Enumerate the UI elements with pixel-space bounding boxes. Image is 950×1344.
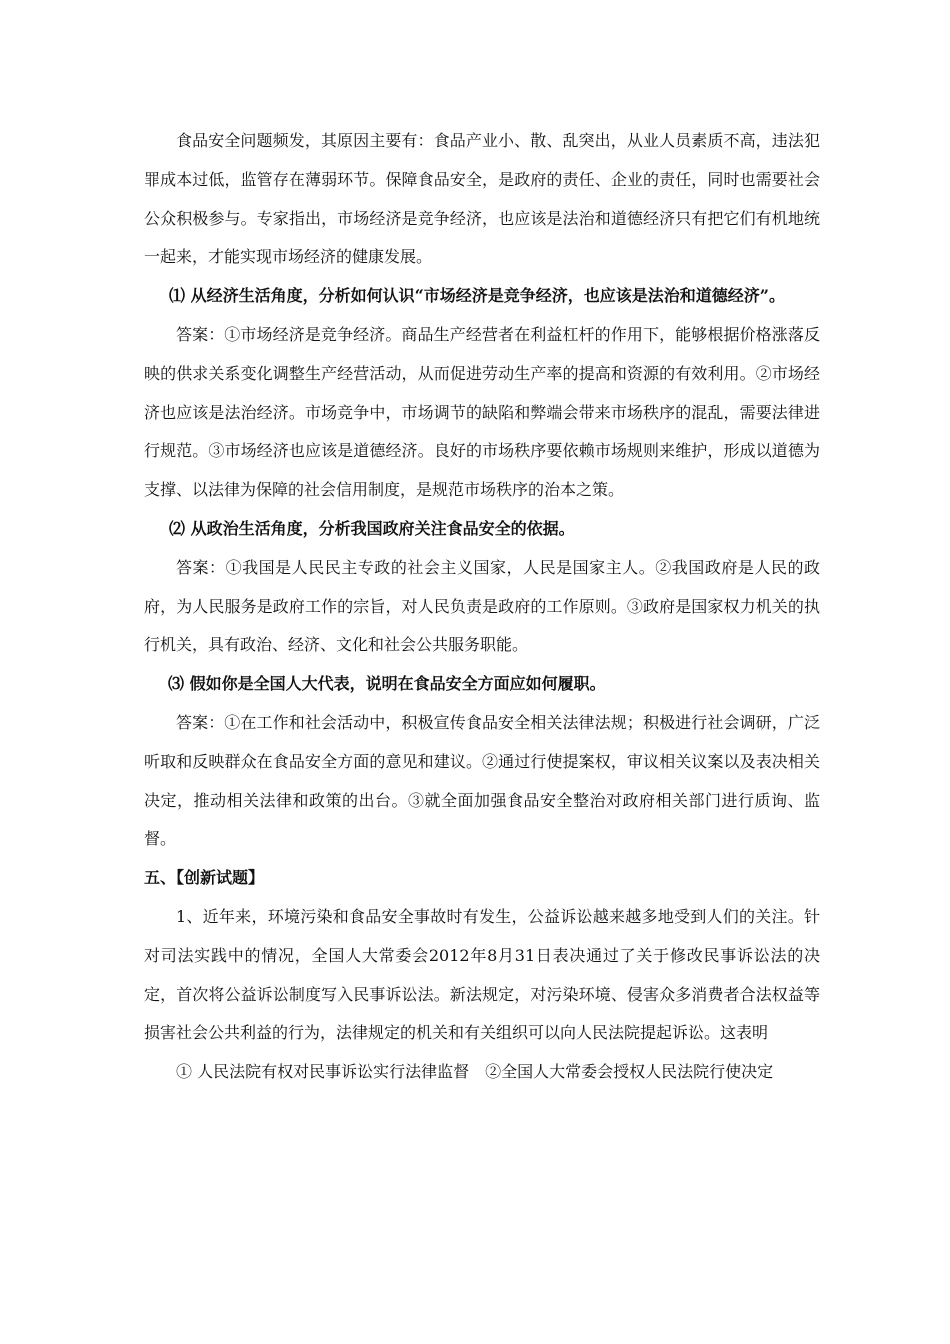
question-3-prompt: ⑶ 假如你是全国人大代表，说明在食品安全方面应如何履职。 <box>168 674 606 694</box>
intro-paragraph: 食品安全问题频发，其原因主要有：食品产业小、散、乱突出，从业人员素质不高，违法犯罪成本过低，监管存在薄弱环节。保障食品安全，是政府的责任、企业的责任，同时也需要社会公众积极参与。专家指出，市场经济是竞争经济，也应该是法治和道德经济只有把它们有机地统一起来，才能实现市场经济的健康发展。 <box>144 131 820 267</box>
question-1-prompt: ⑴ 从经济生活角度，分析如何认识“市场经济是竞争经济，也应该是法治和道德经济”。 <box>169 286 785 306</box>
document-page <box>144 122 820 1092</box>
item-1-options: ① 人民法院有权对民事诉讼实行法律监督 ②全国人大常委会授权人民法院行使决定 <box>176 1062 774 1082</box>
section-title: 五、【创新试题】 <box>144 868 265 888</box>
question-2-prompt: ⑵ 从政治生活角度，分析我国政府关注食品安全的依据。 <box>169 518 575 538</box>
question-2-answer: 答案：①我国是人民民主专政的社会主义国家，人民是国家主人。②我国政府是人民的政府，为人民服务是政府工作的宗旨，对人民负责是政府的工作原则。③政府是国家权力机关的执行机关，具有政治、经济、文化和社会公共服务职能。 <box>144 557 820 655</box>
question-1-answer: 答案：①市场经济是竞争经济。商品生产经营者在利益杠杆的作用下，能够根据价格涨落反映的供求关系变化调整生产经营活动，从而促进劳动生产率的提高和资源的有效利用。②市场经济也应该是法治经济。市场竞争中，市场调节的缺陷和弊端会带来市场秩序的混乱，需要法律进行规范。③市场经济也应该是道德经济。良好的市场秩序要依赖市场规则来维护，形成以道德为支撑、以法律为保障的社会信用制度，是规范市场秩序的治本之策。 <box>144 324 820 500</box>
question-3-answer: 答案：①在工作和社会活动中，积极宣传食品安全相关法律法规；积极进行社会调研，广泛听取和反映群众在食品安全方面的意见和建议。②通过行使提案权，审议相关议案以及表决相关决定，推动相关法律和政策的出台。③就全面加强食品安全整治对政府相关部门进行质询、监督。 <box>144 712 820 849</box>
item-1-text: 1、近年来，环境污染和食品安全事故时有发生，公益诉讼越来越多地受到人们的关注。针对司法实践中的情况，全国人大常委会2012年8月31日表决通过了关于修改民事诉讼法的决定，首次将公益诉讼制度写入民事诉讼法。新法规定，对污染环境、侵害众多消费者合法权益等损害社会公共利益的行为，法律规定的机关和有关组织可以向人民法院提起诉讼。这表明 <box>144 906 820 1043</box>
